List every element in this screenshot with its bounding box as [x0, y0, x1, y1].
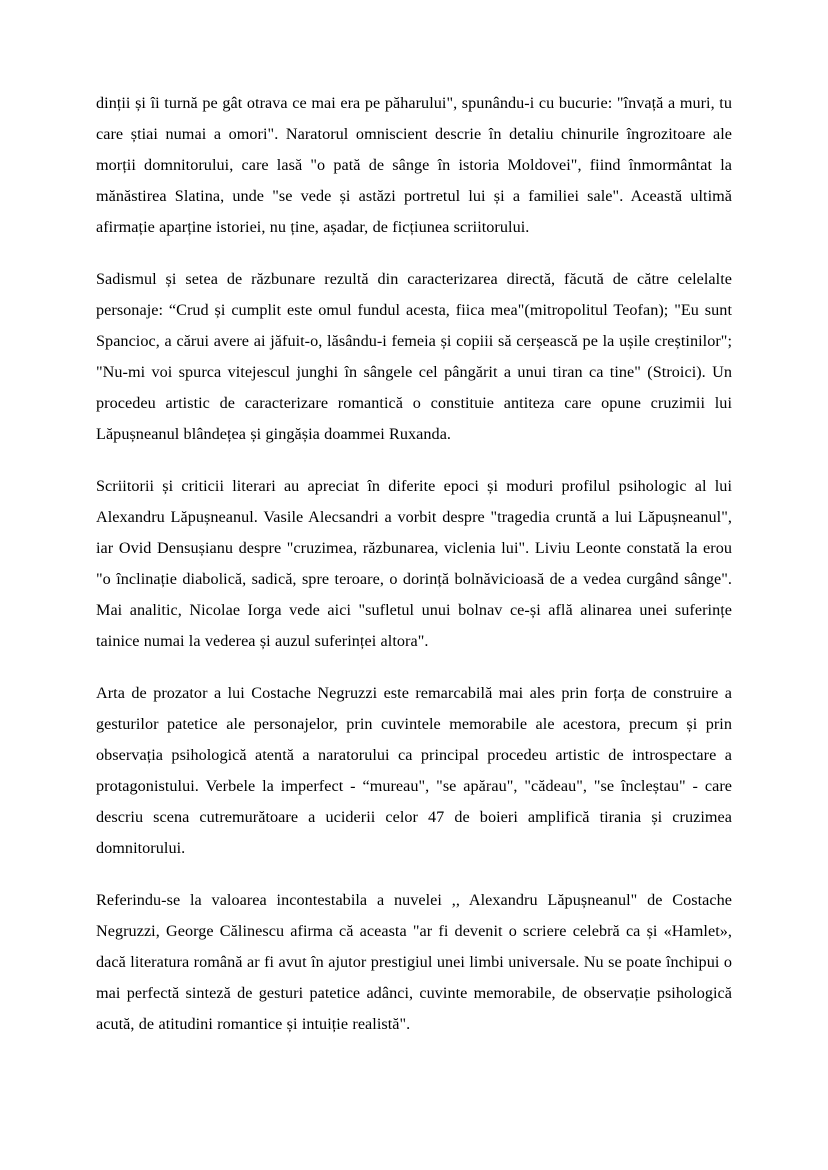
document-text-body: [96, 88, 732, 1040]
paragraph: Referindu-se la valoarea incontestabila a nuvelei ,, Alexandru Lăpușneanul" de Costache Negruzzi, George Călinescu afirma că aceasta "ar fi devenit o scriere celebră ca și «Hamlet», dacă literatura română ar fi avut în ajutor prestigiul unei limbi universale. Nu se poate închipui o mai perfectă sinteză de gesturi patetice adânci, cuvinte memorabile, de observație psihologică acută, de atitudini romantice și intuiție realistă".: [96, 891, 732, 1033]
paragraph: Scriitorii și criticii literari au apreciat în diferite epoci și moduri profilul psihologic al lui Alexandru Lăpușneanul. Vasile Alecsandri a vorbit despre "tragedia cruntă a lui Lăpușneanul", iar Ovid Densușianu despre "cruzimea, răzbunarea, viclenia lui". Liviu Leonte constată la erou "o înclinație diabolică, sadică, spre teroare, o dorință bolnăvicioasă de a vedea curgând sânge". Mai analitic, Nicolae Iorga vede aici "sufletul unui bolnav ce-și află alinarea unei suferințe tainice numai la vederea și auzul suferinței altora".: [96, 477, 732, 650]
paragraph: Sadismul și setea de răzbunare rezultă din caracterizarea directă, făcută de către celelalte personaje: “Crud și cumplit este omul fundul acesta, fiica mea"(mitropolitul Teofan); "Eu sunt Spancioc, a cărui avere ai jăfuit-o, lăsându-i femeia și copiii să cerșească pe la ușile creștinilor"; "Nu-mi voi spurca vitejescul junghi în sângele cel pângărit a unui tiran ca tine" (Stroici). Un procedeu artistic de caracterizare romantică o constituie antiteza care opune cruzimii lui Lăpușneanul blândețea și gingășia doammei Ruxanda.: [96, 270, 732, 443]
paragraph: dinții și îi turnă pe gât otrava ce mai era pe păharului", spunându-i cu bucurie: "învață a muri, tu care știai numai a omori". Naratorul omniscient descrie în detaliu chinurile îngrozitoare ale morții domnitorului, care lasă "o pată de sânge în istoria Moldovei", fiind înmormântat la mănăstirea Slatina, unde "se vede și astăzi portretul lui și a familiei sale". Această ultimă afirmație aparține istoriei, nu ține, așadar, de ficțiunea scriitorului.: [96, 94, 732, 236]
paragraph: Arta de prozator a lui Costache Negruzzi este remarcabilă mai ales prin forța de construire a gesturilor patetice ale personajelor, prin cuvintele memorabile ale acestora, precum și prin observația psihologică atentă a naratorului ca principal procedeu artistic de introspectare a protagonistului. Verbele la imperfect - “mureau", "se apărau", "cădeau", "se încleștau" - care descriu scena cutremurătoare a uciderii celor 47 de boieri amplifică tirania și cruzimea domnitorului.: [96, 684, 732, 857]
